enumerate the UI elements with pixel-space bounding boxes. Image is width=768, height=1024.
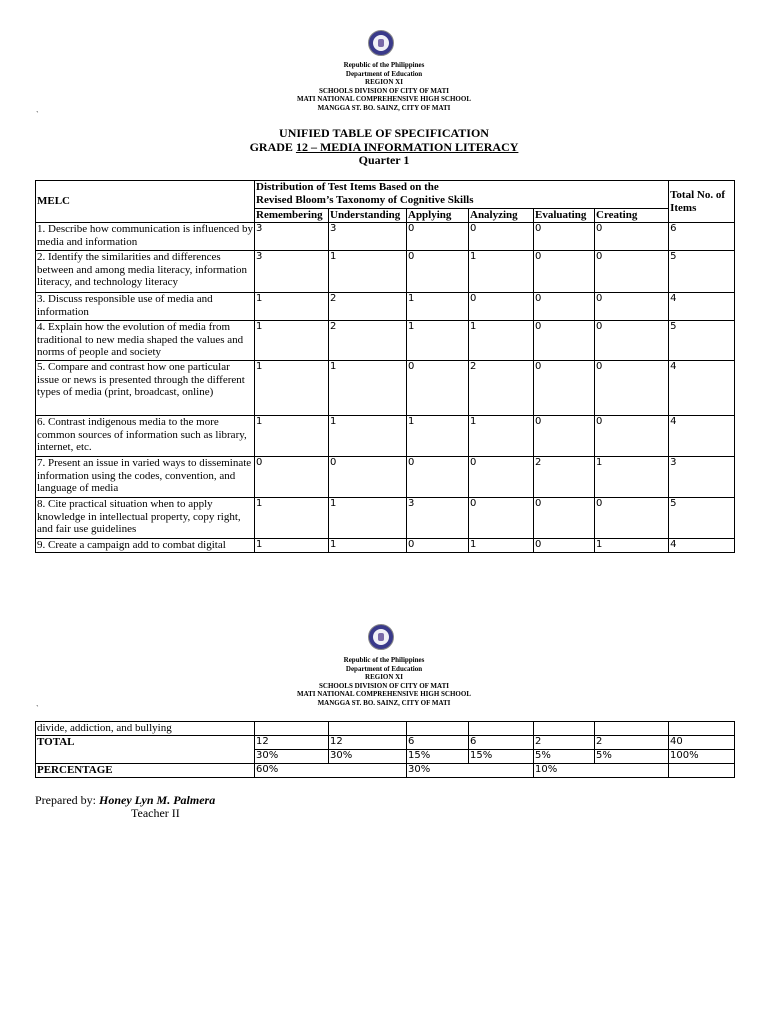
item-count: 0 xyxy=(595,223,669,251)
item-count: 0 xyxy=(407,457,469,498)
letterhead-line: Republic of the Philippines xyxy=(343,656,425,664)
item-count: 3 xyxy=(407,498,469,539)
row-total: 4 xyxy=(669,361,735,416)
empty-cell xyxy=(669,764,735,778)
empty-cell xyxy=(255,722,329,736)
item-count: 1 xyxy=(469,251,534,293)
prepared-label: Prepared by: xyxy=(35,793,99,807)
melc-text: 7. Present an issue in varied ways to disseminate information using the codes, convention, and language of media xyxy=(36,457,255,498)
distribution-header-line: Distribution of Test Items Based on the xyxy=(256,181,439,193)
item-count: 1 xyxy=(255,321,329,361)
distribution-header xyxy=(255,181,669,209)
empty-cell xyxy=(669,722,735,736)
item-count: 0 xyxy=(255,457,329,498)
letterhead xyxy=(0,656,768,708)
melc-rows xyxy=(36,223,735,553)
melc-row xyxy=(36,416,735,457)
item-count: 1 xyxy=(595,539,669,553)
melc-text: 8. Cite practical situation when to apply knowledge in intellectual property, copy right, and fair use guidelines xyxy=(36,498,255,539)
distribution-header-line: Revised Bloom’s Taxonomy of Cognitive Skills xyxy=(256,193,474,206)
level-percent: 30% xyxy=(329,750,407,764)
item-count: 3 xyxy=(255,223,329,251)
level-creating: Creating xyxy=(595,209,669,223)
preparer-position: Teacher II xyxy=(131,806,180,820)
item-count: 1 xyxy=(329,416,407,457)
total-value: 2 xyxy=(534,736,595,750)
melc-row xyxy=(36,361,735,416)
melc-row xyxy=(36,223,735,251)
empty-cell xyxy=(469,722,534,736)
item-count: 0 xyxy=(595,251,669,293)
letterhead-line: MANGGA ST. BO. SAINZ, CITY OF MATI xyxy=(317,698,451,707)
item-count: 1 xyxy=(329,498,407,539)
item-count: 0 xyxy=(407,361,469,416)
item-count: 0 xyxy=(595,416,669,457)
item-count: 0 xyxy=(407,539,469,553)
title-line: UNIFIED TABLE OF SPECIFICATION xyxy=(279,126,489,140)
item-count: 0 xyxy=(469,498,534,539)
level-remembering: Remembering xyxy=(255,209,329,223)
item-count: 2 xyxy=(534,457,595,498)
preparer-name: Honey Lyn M. Palmera xyxy=(98,793,216,807)
total-value: 12 xyxy=(255,736,329,750)
item-count: 1 xyxy=(255,361,329,416)
item-count: 1 xyxy=(469,321,534,361)
empty-cell xyxy=(534,722,595,736)
item-count: 1 xyxy=(469,416,534,457)
item-count: 2 xyxy=(329,321,407,361)
item-count: 0 xyxy=(534,539,595,553)
letterhead-line: Republic of the Philippines xyxy=(343,61,425,69)
item-count: 0 xyxy=(595,293,669,321)
melc-row xyxy=(36,293,735,321)
total-value: 2 xyxy=(595,736,669,750)
item-count: 0 xyxy=(534,293,595,321)
grade-subject: 12 – MEDIA INFORMATION LITERACY xyxy=(295,139,519,154)
specification-table xyxy=(35,180,735,553)
grade-prefix: GRADE xyxy=(249,139,296,154)
empty-cell xyxy=(595,722,669,736)
deped-seal-icon xyxy=(368,624,394,650)
level-percent: 5% xyxy=(534,750,595,764)
level-percent: 5% xyxy=(595,750,669,764)
total-row xyxy=(36,736,735,750)
percentage-mots: 30% xyxy=(407,764,534,778)
item-count: 0 xyxy=(469,457,534,498)
empty-cell xyxy=(329,722,407,736)
empty-cell xyxy=(407,722,469,736)
melc-text: 2. Identify the similarities and differences between and among media literacy, information literacy, and technology literacy xyxy=(36,251,255,293)
item-count: 1 xyxy=(255,416,329,457)
item-count: 0 xyxy=(469,293,534,321)
item-count: 1 xyxy=(469,539,534,553)
percentage-row xyxy=(36,764,735,778)
row-total: 3 xyxy=(669,457,735,498)
row-total: 4 xyxy=(669,539,735,553)
item-count: 0 xyxy=(534,321,595,361)
continued-row xyxy=(36,722,735,736)
item-count: 1 xyxy=(595,457,669,498)
item-count: 1 xyxy=(407,321,469,361)
row-total: 4 xyxy=(669,416,735,457)
total-items-header: Total No. of Items xyxy=(669,181,735,223)
level-understanding: Understanding xyxy=(329,209,407,223)
item-count: 0 xyxy=(329,457,407,498)
item-count: 1 xyxy=(255,498,329,539)
total-label: TOTAL xyxy=(36,736,255,764)
item-count: 0 xyxy=(595,498,669,539)
melc-text: 4. Explain how the evolution of media from traditional to new media shaped the values and norms of people and society xyxy=(36,321,255,361)
item-count: 3 xyxy=(329,223,407,251)
stray-mark: ` xyxy=(36,704,39,713)
document-title xyxy=(0,127,768,168)
stray-mark: ` xyxy=(36,110,39,119)
grand-total: 40 xyxy=(669,736,735,750)
melc-header: MELC xyxy=(36,181,255,223)
item-count: 1 xyxy=(407,293,469,321)
letterhead xyxy=(0,61,768,113)
melc-row xyxy=(36,457,735,498)
total-value: 6 xyxy=(469,736,534,750)
percentage-lots: 60% xyxy=(255,764,407,778)
melc-row xyxy=(36,321,735,361)
letterhead-line: SCHOOLS DIVISION OF CITY OF MATI xyxy=(319,86,449,95)
melc-text: 3. Discuss responsible use of media and information xyxy=(36,293,255,321)
percentage-hots: 10% xyxy=(534,764,669,778)
item-count: 0 xyxy=(534,223,595,251)
level-percent: 30% xyxy=(255,750,329,764)
row-total: 5 xyxy=(669,251,735,293)
item-count: 1 xyxy=(407,416,469,457)
percentage-label: PERCENTAGE xyxy=(36,764,255,778)
melc-row xyxy=(36,251,735,293)
letterhead-line: MATI NATIONAL COMPREHENSIVE HIGH SCHOOL xyxy=(297,95,471,104)
item-count: 0 xyxy=(534,498,595,539)
specification-table-continued xyxy=(35,721,735,778)
item-count: 2 xyxy=(329,293,407,321)
melc-row xyxy=(36,539,735,553)
deped-seal-icon xyxy=(368,30,394,56)
letterhead-line: REGION XI xyxy=(365,673,403,682)
continued-melc: divide, addiction, and bullying xyxy=(36,722,255,736)
melc-row xyxy=(36,498,735,539)
row-total: 5 xyxy=(669,321,735,361)
item-count: 0 xyxy=(595,321,669,361)
level-evaluating: Evaluating xyxy=(534,209,595,223)
letterhead-line: MANGGA ST. BO. SAINZ, CITY OF MATI xyxy=(317,103,451,112)
item-count: 1 xyxy=(255,539,329,553)
item-count: 0 xyxy=(407,251,469,293)
item-count: 0 xyxy=(595,361,669,416)
level-percent: 15% xyxy=(469,750,534,764)
level-applying: Applying xyxy=(407,209,469,223)
item-count: 1 xyxy=(329,539,407,553)
grade-line xyxy=(0,141,768,155)
item-count: 3 xyxy=(255,251,329,293)
melc-text: 5. Compare and contrast how one particular issue or news is presented through the different types of media (print, broadcast, online) xyxy=(36,361,255,416)
letterhead-line: SCHOOLS DIVISION OF CITY OF MATI xyxy=(319,681,449,690)
letterhead-line: Department of Education xyxy=(345,69,423,78)
item-count: 0 xyxy=(534,251,595,293)
item-count: 0 xyxy=(534,361,595,416)
item-count: 0 xyxy=(407,223,469,251)
quarter-line: Quarter 1 xyxy=(358,153,410,167)
letterhead-line: MATI NATIONAL COMPREHENSIVE HIGH SCHOOL xyxy=(297,690,471,699)
level-percent: 15% xyxy=(407,750,469,764)
prepared-by xyxy=(35,794,215,820)
letterhead-line: REGION XI xyxy=(365,78,403,87)
item-count: 0 xyxy=(534,416,595,457)
item-count: 1 xyxy=(255,293,329,321)
total-value: 12 xyxy=(329,736,407,750)
melc-text: 6. Contrast indigenous media to the more common sources of information such as library, internet, etc. xyxy=(36,416,255,457)
melc-text: 1. Describe how communication is influenced by media and information xyxy=(36,223,255,251)
letterhead-line: Department of Education xyxy=(345,664,423,673)
item-count: 2 xyxy=(469,361,534,416)
total-percent: 100% xyxy=(669,750,735,764)
row-total: 5 xyxy=(669,498,735,539)
item-count: 1 xyxy=(329,251,407,293)
total-value: 6 xyxy=(407,736,469,750)
level-analyzing: Analyzing xyxy=(469,209,534,223)
melc-text: 9. Create a campaign add to combat digital xyxy=(36,539,255,553)
item-count: 0 xyxy=(469,223,534,251)
row-total: 4 xyxy=(669,293,735,321)
item-count: 1 xyxy=(329,361,407,416)
row-total: 6 xyxy=(669,223,735,251)
